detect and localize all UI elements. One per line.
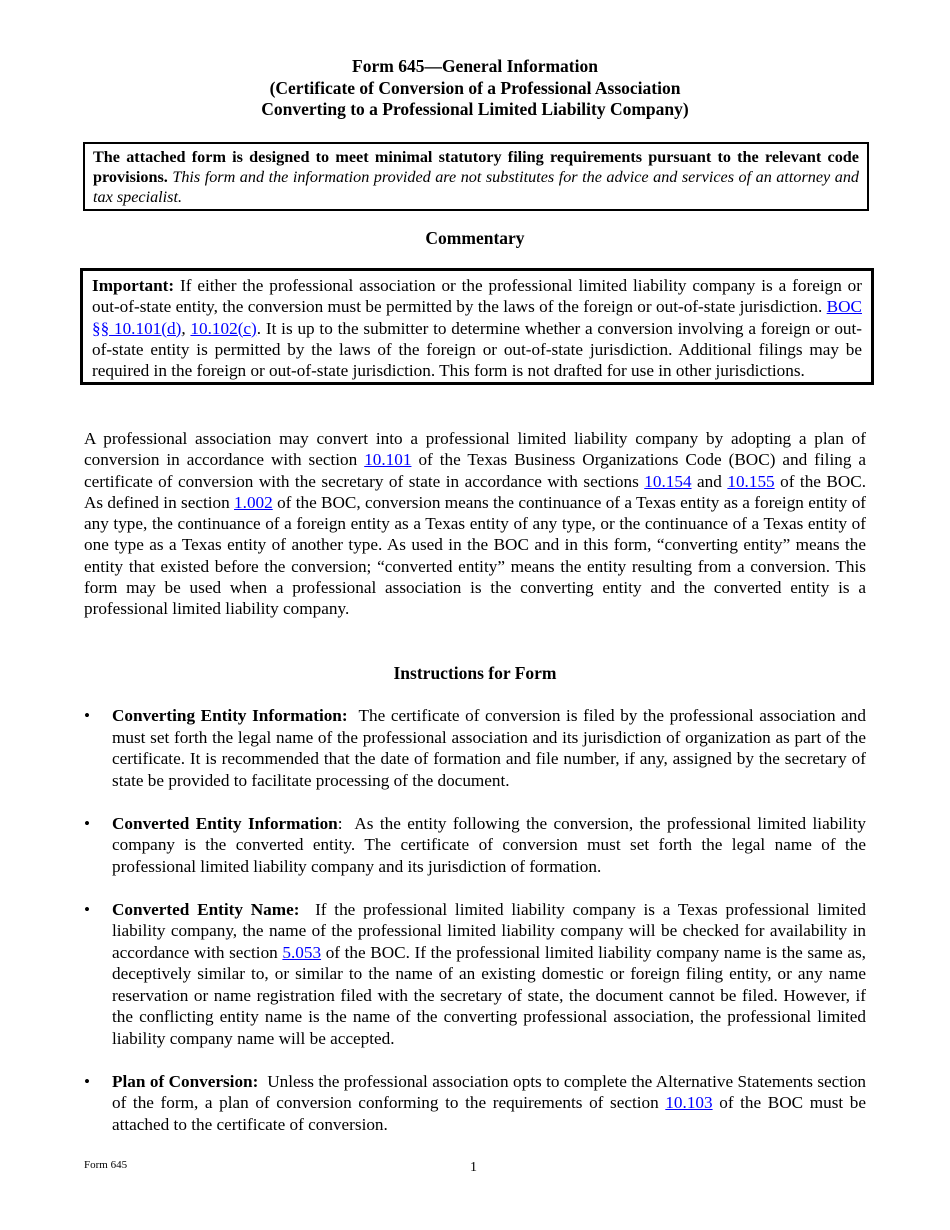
- item-text: of the BOC. If the professional limited liability company name is the same as, deceptively similar to, or similar to the name of an existing domestic or foreign filing entity, or any name reservation or name registration filed with the secretary of state, the document cannot be filed. However, if the conflicting entity name is the name of the converting professional association, the professional limited liability company name will be accepted.: [112, 942, 866, 1048]
- important-text-1: If either the professional association or the professional limited liability company is a foreign or out-of-state entity, the conversion must be permitted by the laws of the foreign or out-of-state jurisdiction.: [92, 276, 863, 317]
- item-text: If the professional limited liability company is a Texas professional limited liability company, the name of the professional limited liability company will be checked for availability in accordance with section: [112, 899, 867, 962]
- paragraph-text: of the Texas Business Organizations Code (BOC) and filing a certificate of conversion with the secretary of state in accordance with sections: [84, 450, 867, 491]
- instructions-list: [84, 705, 866, 1157]
- item-lead: Plan of Conversion:: [112, 1071, 259, 1091]
- link-5-053[interactable]: 5.053: [282, 942, 322, 962]
- important-box: [80, 268, 874, 385]
- link-10-101[interactable]: 10.101: [364, 450, 412, 470]
- footer-form-label: Form 645: [84, 1159, 128, 1171]
- commentary-heading: Commentary: [425, 228, 525, 248]
- disclaimer-bold-text: The attached form is designed to meet minimal statutory filing requirements pursuant to the relevant code provisions.: [93, 148, 859, 186]
- link-10-155[interactable]: 10.155: [727, 471, 775, 491]
- title-line-3: Converting to a Professional Limited Liability Company): [261, 99, 689, 119]
- bullet-icon: •: [84, 813, 91, 833]
- list-item-converted-entity-name: [84, 899, 866, 1050]
- title-line-2: (Certificate of Conversion of a Professional Association: [269, 77, 681, 98]
- paragraph-text: of the BOC. As defined in section: [84, 471, 867, 512]
- important-label: Important:: [92, 276, 175, 295]
- bullet-icon: •: [84, 1071, 91, 1091]
- item-text: Unless the professional association opts to complete the Alternative Statements section of the form, a plan of conversion conforming to the requirements of section: [112, 1071, 867, 1112]
- page-number: 1: [470, 1160, 477, 1175]
- paragraph-text: and: [697, 471, 722, 491]
- item-text: of the BOC must be attached to the certificate of conversion.: [112, 1093, 867, 1134]
- list-item-plan-of-conversion: [84, 1071, 866, 1136]
- item-text: The certificate of conversion is filed by the professional association and must set forth the legal name of the professional association and its jurisdiction of organization as part of the certificate. It is recommended that the date of formation and file number, if any, assigned by the secretary of state be provided to facilitate processing of the document.: [112, 706, 866, 790]
- link-separator: ,: [181, 318, 186, 338]
- list-item-converting-entity-information: [84, 705, 866, 791]
- link-boc-10-101-d[interactable]: BOC §§ 10.101(d): [92, 297, 862, 338]
- link-10-103[interactable]: 10.103: [665, 1093, 713, 1112]
- important-text-2: . It is up to the submitter to determine whether a conversion involving a foreign or out-of-state entity is permitted by the laws of the foreign or out-of-state jurisdiction. Additional filings may be required in the foreign or out-of-state jurisdiction. This form is not drafted for use in other jurisdictions.: [92, 318, 863, 381]
- bullet-icon: •: [84, 899, 91, 919]
- instructions-heading: Instructions for Form: [393, 663, 557, 683]
- link-10-102-c[interactable]: 10.102(c): [190, 318, 257, 338]
- paragraph-text: of the BOC, conversion means the continuance of a Texas entity as a foreign entity of any type, the continuance of a foreign entity as a Texas entity of any type, or the continuance of a Texas entity of one type as a Texas entity of another type. As used in the BOC and in this form, “converting entity” means the entity that existed before the conversion; “converted entity” means the entity resulting from a conversion. This form may be used when a professional association is the converting entity and the converted entity is a professional limited liability company.: [84, 492, 867, 619]
- list-item-converted-entity-information: [84, 813, 866, 878]
- title-line-1: Form 645—General Information: [352, 56, 598, 76]
- disclaimer-italic-text: This form and the information provided are not substitutes for the advice and services of an attorney and tax specialist.: [93, 168, 860, 206]
- link-10-154[interactable]: 10.154: [644, 471, 692, 491]
- disclaimer-box: [83, 142, 869, 211]
- paragraph-text: A professional association may convert into a professional limited liability company by adopting a plan of conversion in accordance with section: [84, 429, 866, 470]
- link-1-002[interactable]: 1.002: [234, 492, 273, 512]
- item-lead: Converting Entity Information:: [112, 706, 348, 725]
- item-lead-suffix: :: [337, 813, 343, 833]
- item-lead: Converted Entity Name:: [112, 899, 300, 919]
- document-title: [0, 56, 950, 121]
- item-lead: Converted Entity Information: [112, 813, 338, 833]
- bullet-icon: •: [84, 706, 91, 725]
- commentary-paragraph: [84, 428, 866, 620]
- item-text: As the entity following the conversion, the professional limited liability company is the converted entity. The certificate of conversion must set forth the legal name of the professional limited liability company and its jurisdiction of formation.: [112, 813, 866, 876]
